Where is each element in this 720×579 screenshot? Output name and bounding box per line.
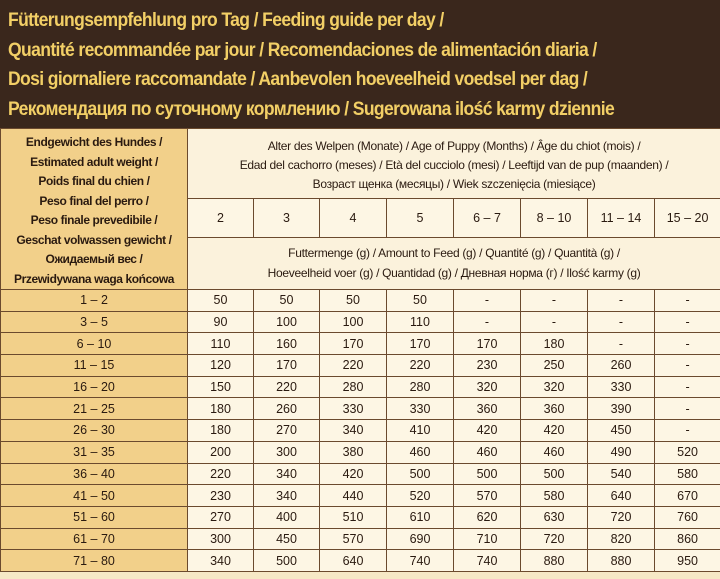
amount-cell: 110 bbox=[188, 333, 254, 355]
amount-cell: 460 bbox=[454, 441, 521, 463]
amount-cell: 420 bbox=[454, 420, 521, 442]
amount-cell: 110 bbox=[387, 311, 454, 333]
amount-cell: 880 bbox=[588, 550, 655, 572]
amount-cell: 170 bbox=[454, 333, 521, 355]
feeding-guide-table bbox=[0, 128, 720, 572]
table-row bbox=[1, 376, 720, 398]
amount-cell: 270 bbox=[188, 506, 254, 528]
amount-cell: - bbox=[655, 290, 720, 312]
amount-cell: - bbox=[521, 311, 588, 333]
weight-cell: 3 – 5 bbox=[1, 311, 188, 333]
amount-cell: 740 bbox=[454, 550, 521, 572]
weight-cell: 36 – 40 bbox=[1, 463, 188, 485]
amount-cell: 230 bbox=[454, 355, 521, 377]
amount-cell: 640 bbox=[588, 485, 655, 507]
amount-cell: 710 bbox=[454, 528, 521, 550]
title-banner bbox=[0, 0, 720, 128]
amount-cell: 320 bbox=[454, 376, 521, 398]
weight-column-header: Endgewicht des Hundes / Estimated adult weight / Poids final du chien / Peso final del perro / Peso finale prevedibile / Geschat volwassen gewicht / Ожидаемый вес / Przewidywana waga końcowa bbox=[1, 129, 188, 290]
amount-cell: 720 bbox=[588, 506, 655, 528]
amount-cell: 880 bbox=[521, 550, 588, 572]
age-cell: 15 – 20 bbox=[655, 198, 720, 237]
amount-cell: 250 bbox=[521, 355, 588, 377]
amount-cell: 120 bbox=[188, 355, 254, 377]
amount-cell: 610 bbox=[387, 506, 454, 528]
weight-cell: 61 – 70 bbox=[1, 528, 188, 550]
amount-cell: 220 bbox=[188, 463, 254, 485]
amount-cell: 260 bbox=[254, 398, 320, 420]
amount-cell: 160 bbox=[254, 333, 320, 355]
age-cell: 6 – 7 bbox=[454, 198, 521, 237]
title-line-1: Fütterungsempfehlung pro Tag / Feeding guide per day / bbox=[8, 9, 444, 31]
weight-cell: 11 – 15 bbox=[1, 355, 188, 377]
title-line-3: Dosi giornaliere raccomandate / Aanbevolen hoeveelheid voedsel per dag / bbox=[8, 68, 588, 90]
amount-cell: 520 bbox=[655, 441, 720, 463]
age-cell: 3 bbox=[254, 198, 320, 237]
table-row bbox=[1, 550, 720, 572]
amount-cell: 300 bbox=[254, 441, 320, 463]
weight-cell: 51 – 60 bbox=[1, 506, 188, 528]
amount-cell: 570 bbox=[320, 528, 387, 550]
weight-cell: 31 – 35 bbox=[1, 441, 188, 463]
amount-cell: - bbox=[655, 333, 720, 355]
age-cell: 8 – 10 bbox=[521, 198, 588, 237]
amount-cell: 360 bbox=[454, 398, 521, 420]
amount-cell: 50 bbox=[320, 290, 387, 312]
amount-cell: 340 bbox=[320, 420, 387, 442]
weight-cell: 6 – 10 bbox=[1, 333, 188, 355]
amount-cell: - bbox=[588, 333, 655, 355]
amount-cell: - bbox=[655, 355, 720, 377]
amount-cell: - bbox=[655, 398, 720, 420]
weight-cell: 16 – 20 bbox=[1, 376, 188, 398]
amount-cell: 580 bbox=[521, 485, 588, 507]
amount-cell: 50 bbox=[254, 290, 320, 312]
feed-amount-header: Futtermenge (g) / Amount to Feed (g) / Quantité (g) / Quantità (g) / Hoeveelheid voer (g) / Quantidad (g) / Дневная норма (г) / Ilość karmy (g) bbox=[188, 238, 720, 290]
age-cell: 2 bbox=[188, 198, 254, 237]
amount-cell: 90 bbox=[188, 311, 254, 333]
amount-cell: 360 bbox=[521, 398, 588, 420]
amount-cell: 280 bbox=[387, 376, 454, 398]
amount-cell: 170 bbox=[254, 355, 320, 377]
amount-cell: 150 bbox=[188, 376, 254, 398]
weight-cell: 21 – 25 bbox=[1, 398, 188, 420]
amount-cell: 180 bbox=[188, 398, 254, 420]
amount-cell: 330 bbox=[588, 376, 655, 398]
table-row bbox=[1, 441, 720, 463]
amount-cell: 280 bbox=[320, 376, 387, 398]
amount-cell: 330 bbox=[320, 398, 387, 420]
amount-cell: 450 bbox=[254, 528, 320, 550]
amount-cell: 50 bbox=[387, 290, 454, 312]
amount-cell: - bbox=[454, 311, 521, 333]
amount-cell: 640 bbox=[320, 550, 387, 572]
weight-cell: 41 – 50 bbox=[1, 485, 188, 507]
amount-cell: 820 bbox=[588, 528, 655, 550]
amount-cell: 580 bbox=[655, 463, 720, 485]
amount-cell: 500 bbox=[521, 463, 588, 485]
amount-cell: 200 bbox=[188, 441, 254, 463]
table-row bbox=[1, 398, 720, 420]
amount-cell: 950 bbox=[655, 550, 720, 572]
age-cell: 11 – 14 bbox=[588, 198, 655, 237]
amount-cell: 490 bbox=[588, 441, 655, 463]
table-row bbox=[1, 485, 720, 507]
amount-cell: 510 bbox=[320, 506, 387, 528]
amount-cell: - bbox=[655, 376, 720, 398]
amount-cell: 460 bbox=[521, 441, 588, 463]
amount-cell: 220 bbox=[320, 355, 387, 377]
amount-cell: 170 bbox=[320, 333, 387, 355]
weight-cell: 1 – 2 bbox=[1, 290, 188, 312]
amount-cell: 740 bbox=[387, 550, 454, 572]
amount-cell: 570 bbox=[454, 485, 521, 507]
amount-cell: 670 bbox=[655, 485, 720, 507]
table-row bbox=[1, 463, 720, 485]
amount-cell: 390 bbox=[588, 398, 655, 420]
amount-cell: 220 bbox=[254, 376, 320, 398]
title-line-4: Рекомендация по суточному кормлению / Sugerowana ilość karmy dziennie bbox=[8, 97, 615, 120]
amount-cell: 690 bbox=[387, 528, 454, 550]
amount-cell: 520 bbox=[387, 485, 454, 507]
title-line-2: Quantité recommandée par jour / Recomendaciones de alimentación diaria / bbox=[8, 38, 597, 61]
amount-cell: 500 bbox=[454, 463, 521, 485]
amount-cell: 170 bbox=[387, 333, 454, 355]
amount-cell: - bbox=[588, 290, 655, 312]
amount-cell: 180 bbox=[188, 420, 254, 442]
amount-cell: 460 bbox=[387, 441, 454, 463]
amount-cell: 380 bbox=[320, 441, 387, 463]
age-header: Alter des Welpen (Monate) / Age of Puppy (Months) / Âge du chiot (mois) / Edad del cachorro (meses) / Età del cucciolo (mesi) / Leeftijd van de pup (maanden) / Возраст щенка (месяцы) / Wiek szczenięcia (miesiące) bbox=[188, 129, 720, 199]
amount-cell: 860 bbox=[655, 528, 720, 550]
amount-cell: 340 bbox=[254, 485, 320, 507]
amount-cell: 340 bbox=[188, 550, 254, 572]
table-row bbox=[1, 311, 720, 333]
table-row bbox=[1, 528, 720, 550]
amount-cell: 420 bbox=[521, 420, 588, 442]
amount-cell: 340 bbox=[254, 463, 320, 485]
age-cell: 4 bbox=[320, 198, 387, 237]
amount-cell: 270 bbox=[254, 420, 320, 442]
amount-cell: 620 bbox=[454, 506, 521, 528]
amount-cell: - bbox=[588, 311, 655, 333]
amount-cell: 630 bbox=[521, 506, 588, 528]
table-row bbox=[1, 420, 720, 442]
age-cell: 5 bbox=[387, 198, 454, 237]
amount-cell: - bbox=[655, 420, 720, 442]
amount-cell: 500 bbox=[254, 550, 320, 572]
amount-cell: 540 bbox=[588, 463, 655, 485]
amount-cell: 420 bbox=[320, 463, 387, 485]
amount-cell: 260 bbox=[588, 355, 655, 377]
amount-cell: 450 bbox=[588, 420, 655, 442]
amount-cell: 440 bbox=[320, 485, 387, 507]
weight-cell: 26 – 30 bbox=[1, 420, 188, 442]
weight-cell: 71 – 80 bbox=[1, 550, 188, 572]
amount-cell: 320 bbox=[521, 376, 588, 398]
amount-cell: 760 bbox=[655, 506, 720, 528]
amount-cell: 220 bbox=[387, 355, 454, 377]
amount-cell: 410 bbox=[387, 420, 454, 442]
amount-cell: - bbox=[454, 290, 521, 312]
amount-cell: 50 bbox=[188, 290, 254, 312]
table-row bbox=[1, 355, 720, 377]
amount-cell: 230 bbox=[188, 485, 254, 507]
amount-cell: 100 bbox=[254, 311, 320, 333]
amount-cell: 400 bbox=[254, 506, 320, 528]
amount-cell: 300 bbox=[188, 528, 254, 550]
amount-cell: - bbox=[655, 311, 720, 333]
table-row bbox=[1, 333, 720, 355]
table-row bbox=[1, 506, 720, 528]
amount-cell: 180 bbox=[521, 333, 588, 355]
amount-cell: - bbox=[521, 290, 588, 312]
table-row bbox=[1, 290, 720, 312]
amount-cell: 500 bbox=[387, 463, 454, 485]
amount-cell: 100 bbox=[320, 311, 387, 333]
amount-cell: 330 bbox=[387, 398, 454, 420]
amount-cell: 720 bbox=[521, 528, 588, 550]
